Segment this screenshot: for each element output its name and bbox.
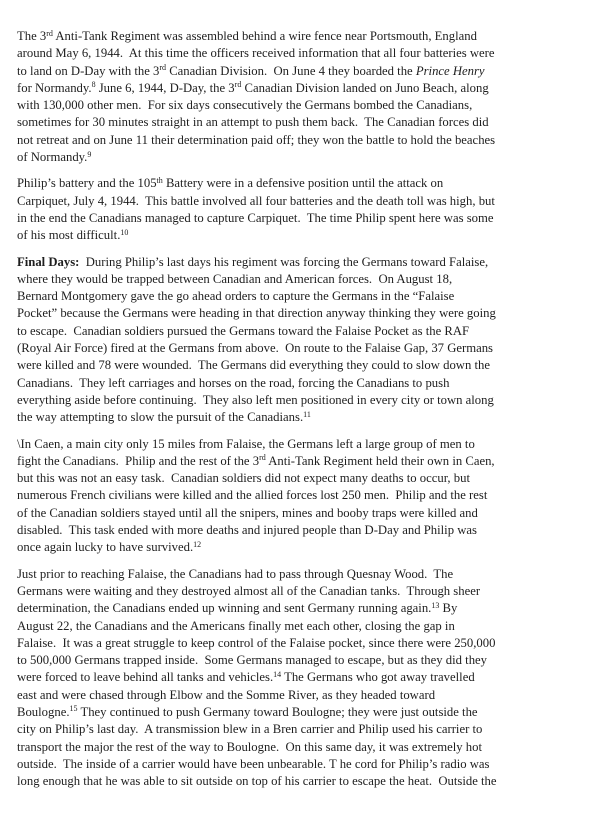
run-text: outside. The inside of a carrier would have been unbearable. T he cord for Philip’s radio was	[17, 756, 490, 771]
text-line	[17, 323, 590, 340]
text-line	[17, 114, 590, 131]
run-text: the way attempting to slow the pursuit of the Canadians.	[17, 410, 304, 425]
run-text: Just prior to reaching Falaise, the Canadians had to pass through Quesnay Wood. The	[17, 566, 454, 581]
run-text: were killed and 78 were wounded. The Germans did everything they could to slow down the	[17, 358, 490, 373]
run-text: Bernard Montgomery gave the go ahead orders to capture the Germans in the “Falaise	[17, 289, 455, 304]
run-text: Canadian Division. On June 4 they boarded the	[166, 63, 416, 78]
run-text: of the Canadian soldiers stayed until all the snipers, mines and booby traps were killed and	[17, 505, 478, 520]
run-text: By	[439, 601, 458, 616]
text-line	[17, 227, 590, 244]
run-text: Canadians. They left carriages and horses on the road, forcing the Canadians to push	[17, 375, 450, 390]
text-line	[17, 652, 590, 669]
text-line	[17, 470, 590, 487]
superscript-text: rd	[234, 80, 242, 90]
run-text: The 3	[17, 29, 47, 43]
run-text: June 6, 1944, D-Day, the 3	[95, 80, 235, 95]
run-text: Final Days:	[17, 254, 80, 269]
text-line	[17, 687, 590, 704]
text-line	[17, 45, 590, 62]
run-text: (Royal Air Force) fired at the Germans from above. On route to the Falaise Gap, 37 Germans	[17, 341, 493, 356]
run-text: city on Philip’s last day. A transmission blew in a Bren carrier and Philip used his carrier to	[17, 722, 483, 737]
text-line	[17, 392, 590, 409]
superscript-text: rd	[259, 453, 266, 463]
run-text: once again lucky to have survived.	[17, 540, 194, 555]
run-text: to land on D-Day with the 3	[17, 63, 160, 78]
run-text: Falaise. It was a great struggle to keep control of the Falaise pocket, since there were 250,000	[17, 635, 496, 650]
run-text: sometimes for 30 minutes straight in an attempt to push them back. The Canadian forces did	[17, 115, 489, 130]
text-line	[17, 704, 590, 721]
run-text: \In Caen, a main city only 15 miles from Falaise, the Germans left a large group of men to	[17, 436, 475, 451]
superscript-text: 8	[91, 80, 96, 90]
superscript-text: 11	[303, 409, 311, 419]
run-text: fight the Canadians. Philip and the rest of the 3	[17, 453, 260, 468]
text-line	[17, 721, 590, 738]
run-text: with 130,000 other men. For six days consecutively the Germans bombed the Canadians,	[17, 98, 473, 113]
superscript-text: 12	[193, 539, 202, 549]
run-text: but this was not an easy task. Canadian soldiers did not expect many deaths to occur, but	[17, 471, 470, 486]
run-text: Boulogne.	[17, 704, 70, 719]
run-text: Pocket” because the Germans were heading in that direction anyway thinking they were going	[17, 306, 496, 321]
paragraph-2	[17, 175, 590, 244]
superscript-text: 15	[69, 704, 78, 714]
text-line	[17, 132, 590, 149]
document-text	[17, 28, 590, 790]
text-line	[17, 375, 590, 392]
text-line	[17, 756, 590, 773]
superscript-text: 14	[273, 669, 282, 679]
text-line	[17, 254, 590, 271]
text-line	[17, 193, 590, 210]
paragraph-5	[17, 566, 590, 791]
run-text: east and were chased through Elbow and the Somme River, as they headed toward	[17, 687, 436, 702]
run-text: Prince Henry	[415, 63, 485, 78]
paragraph-1	[17, 28, 590, 166]
run-text: August 22, the Canadians and the Americans finally met each other, closing the gap in	[17, 618, 455, 633]
run-text: numerous French civilians were killed and the allied forces lost 250 men. Philip and the rest	[17, 488, 488, 503]
run-text: determination, the Canadians ended up winning and sent Germany running again.	[17, 601, 432, 616]
run-text: Anti-Tank Regiment held their own in Caen,	[265, 453, 495, 468]
text-line	[17, 618, 590, 635]
text-line	[17, 28, 590, 45]
run-text: of Normandy.	[17, 150, 88, 165]
text-line	[17, 436, 590, 453]
text-line	[17, 505, 590, 522]
text-line	[17, 566, 590, 583]
text-line	[17, 522, 590, 539]
run-text: in the end the Canadians managed to capture Carpiquet. The time Philip spent here was some	[17, 210, 494, 225]
superscript-text: rd	[159, 63, 167, 73]
text-line	[17, 80, 590, 97]
text-line	[17, 453, 590, 470]
run-text: around May 6, 1944. At this time the officers received information that all four batteries were	[17, 46, 495, 61]
superscript-text: rd	[46, 28, 53, 38]
run-text: Anti-Tank Regiment was assembled behind a wire fence near Portsmouth, England	[52, 29, 477, 43]
run-text: were forced to leave behind all tanks and vehicles.	[17, 670, 274, 685]
run-text: to escape. Canadian soldiers pursued the Germans toward the Falaise Pocket as the RAF	[17, 323, 470, 338]
text-line	[17, 773, 590, 790]
text-line	[17, 175, 590, 192]
paragraph-3	[17, 254, 590, 427]
run-text: Canadian Division landed on Juno Beach, along	[241, 80, 489, 95]
run-text: transport the major the rest of the way to Boulogne. On this same day, it was extremely hot	[17, 739, 482, 754]
run-text: for Normandy.	[17, 80, 92, 95]
text-line	[17, 305, 590, 322]
text-line	[17, 97, 590, 114]
run-text: Carpiquet, July 4, 1944. This battle involved all four batteries and the death toll was high, but	[17, 193, 495, 208]
superscript-text: 10	[120, 227, 129, 237]
text-line	[17, 210, 590, 227]
run-text: not retreat and on June 11 their determination paid off; they won the battle to hold the beaches	[17, 132, 496, 147]
text-line	[17, 288, 590, 305]
text-line	[17, 357, 590, 374]
text-line	[17, 487, 590, 504]
run-text: They continued to push Germany toward Boulogne; they were just outside the	[77, 704, 478, 719]
text-line	[17, 271, 590, 288]
text-line	[17, 340, 590, 357]
text-line	[17, 583, 590, 600]
run-text: Philip’s battery and the 105	[17, 176, 157, 191]
text-line	[17, 635, 590, 652]
text-line	[17, 409, 590, 426]
text-line	[17, 739, 590, 756]
run-text: of his most difficult.	[17, 228, 121, 243]
text-line	[17, 600, 590, 617]
paragraph-4	[17, 436, 590, 557]
superscript-text: th	[156, 175, 163, 185]
run-text: Germans were waiting and they destroyed almost all of the Canadian tanks. Through sheer	[17, 583, 481, 598]
text-line	[17, 149, 590, 166]
text-line	[17, 669, 590, 686]
text-line	[17, 63, 590, 80]
run-text: to 500,000 Germans trapped inside. Some Germans managed to escape, but as they did they	[17, 653, 488, 668]
run-text: where they would be trapped between Canadian and American forces. On August 18,	[17, 271, 453, 286]
run-text: During Philip’s last days his regiment was forcing the Germans toward Falaise,	[79, 254, 489, 269]
run-text: long enough that he was able to sit outside on top of his carrier to escape the heat. Outside the	[17, 774, 497, 789]
text-line	[17, 539, 590, 556]
run-text: disabled. This task ended with more deaths and injured people than D-Day and Philip was	[17, 523, 477, 538]
superscript-text: 9	[87, 149, 92, 159]
run-text: The Germans who got away travelled	[281, 670, 475, 685]
superscript-text: 13	[431, 600, 440, 610]
run-text: everything aside before continuing. They also left men positioned in every city or town along	[17, 392, 494, 407]
run-text: Battery were in a defensive position until the attack on	[162, 176, 444, 191]
